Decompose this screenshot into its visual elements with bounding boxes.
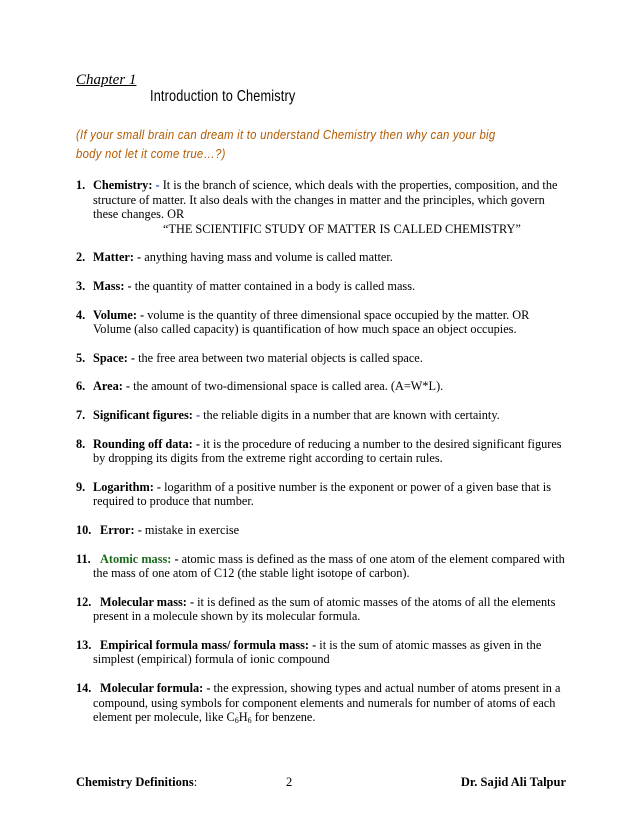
footer-author: Dr. Sajid Ali Talpur — [460, 775, 566, 789]
item-term: Error: — [100, 522, 135, 537]
item-dash: - — [189, 594, 195, 609]
item-dash: - — [130, 350, 136, 365]
item-extra: “THE SCIENTIFIC STUDY OF MATTER IS CALLED CHEMISTRY” — [163, 221, 521, 236]
item-term: Area: — [93, 379, 123, 394]
footer-doc-title: Chemistry Definitions: — [76, 775, 198, 789]
item-dash: - — [195, 407, 201, 422]
chapter-label: Chapter 1 — [76, 72, 137, 88]
item-dash: - — [155, 178, 160, 192]
item-number: 7. — [76, 407, 86, 422]
item-number: 3. — [76, 278, 86, 293]
item-number: 12. — [76, 594, 92, 609]
item-dash: - — [156, 479, 161, 494]
item-dash: - — [137, 522, 142, 537]
item-number: 11. — [76, 551, 91, 566]
item-term: Significant figures: — [93, 407, 193, 422]
definition-item — [76, 681, 566, 725]
item-term: Logarithm: — [93, 479, 154, 494]
item-number: 1. — [76, 178, 86, 192]
item-dash: - — [174, 551, 179, 566]
item-number: 10. — [76, 522, 92, 537]
definition-item — [76, 279, 566, 294]
item-dash: - — [195, 436, 200, 451]
definition-item — [76, 523, 566, 538]
definition-item — [76, 351, 566, 366]
item-text-tail: for benzene. — [254, 710, 316, 725]
item-text: atomic mass is defined as the mass of one atom of the element compared with the mass of one atom of C12 (the stable light isotope of carbon). — [93, 551, 565, 581]
definition-item — [76, 552, 566, 581]
definitions-list — [76, 178, 566, 739]
item-text: it is the procedure of reducing a number to the desired significant figures by dropping its digits from the extreme right according to certain rules. — [93, 436, 562, 466]
item-term: Volume: — [93, 307, 137, 322]
definition-item — [76, 308, 566, 337]
item-text: mistake in exercise — [144, 522, 240, 537]
item-term: Molecular mass: — [100, 594, 187, 609]
item-number: 4. — [76, 307, 86, 322]
definition-item — [76, 638, 566, 667]
item-number: 14. — [76, 681, 92, 696]
item-text: the free area between two material objects is called space. — [138, 350, 423, 365]
item-text: the reliable digits in a number that are known with certainty. — [203, 407, 500, 422]
definition-item — [76, 379, 566, 394]
item-number: 9. — [76, 479, 86, 494]
item-text: anything having mass and volume is called matter. — [144, 250, 393, 265]
definition-item — [76, 480, 566, 509]
item-term: Matter: — [93, 250, 134, 265]
footer-page-number: 2 — [286, 775, 293, 789]
page-title: Introduction to Chemistry — [150, 88, 296, 105]
quote-line-1: (If your small brain can dream it to understand Chemistry then why can your big — [76, 127, 496, 142]
item-text: it is the sum of atomic masses as given in the simplest (empirical) formula of ionic compound — [93, 637, 542, 667]
item-dash: - — [312, 637, 317, 652]
intro-quote — [76, 125, 592, 163]
item-dash: - — [127, 278, 132, 293]
item-dash: - — [206, 681, 211, 696]
item-dash: - — [125, 379, 131, 394]
item-term: Mass: — [93, 278, 125, 293]
item-text: the amount of two-dimensional space is called area. (A=W*L). — [133, 379, 444, 394]
quote-line-2: body not let it come true…?) — [76, 146, 226, 161]
item-term: Empirical formula mass/ formula mass: — [100, 637, 310, 652]
page-footer — [76, 775, 566, 791]
item-term: Molecular formula: — [100, 681, 204, 696]
item-text: the quantity of matter contained in a body is called mass. — [134, 278, 416, 293]
item-term: Chemistry: — [93, 178, 153, 192]
item-number: 2. — [76, 250, 86, 265]
item-number: 6. — [76, 379, 86, 394]
item-text: it is defined as the sum of atomic masses of the atoms of all the elements present in a molecule shown by its molecular formula. — [93, 594, 556, 624]
definition-item — [76, 408, 566, 423]
item-text: volume is the quantity of three dimensional space occupied by the matter. OR Volume (also called capacity) is quantification of how much space an object occupies. — [93, 307, 530, 337]
benzene-formula: $C_6H_6$ — [226, 710, 252, 726]
item-text: the expression, showing types and actual number of atoms present in a compound, using symbols for component elements and numerals for number of atoms of each element per molecule, like — [93, 681, 561, 725]
item-dash: - — [140, 307, 145, 322]
item-number: 5. — [76, 350, 86, 365]
item-term: Atomic mass: — [100, 551, 172, 566]
definition-item — [76, 178, 566, 236]
item-term: Space: — [93, 350, 128, 365]
item-dash: - — [137, 250, 142, 265]
definition-item — [76, 595, 566, 624]
item-term: Rounding off data: — [93, 436, 193, 451]
definition-item — [76, 250, 566, 265]
definition-item — [76, 437, 566, 466]
item-number: 8. — [76, 436, 86, 451]
item-text: logarithm of a positive number is the exponent or power of a given base that is required to produce that number. — [93, 479, 551, 509]
item-number: 13. — [76, 637, 92, 652]
item-text: It is the branch of science, which deals with the properties, composition, and the structure of matter. It also deals with the changes in matter and the principles, which govern these changes. OR — [93, 178, 558, 222]
